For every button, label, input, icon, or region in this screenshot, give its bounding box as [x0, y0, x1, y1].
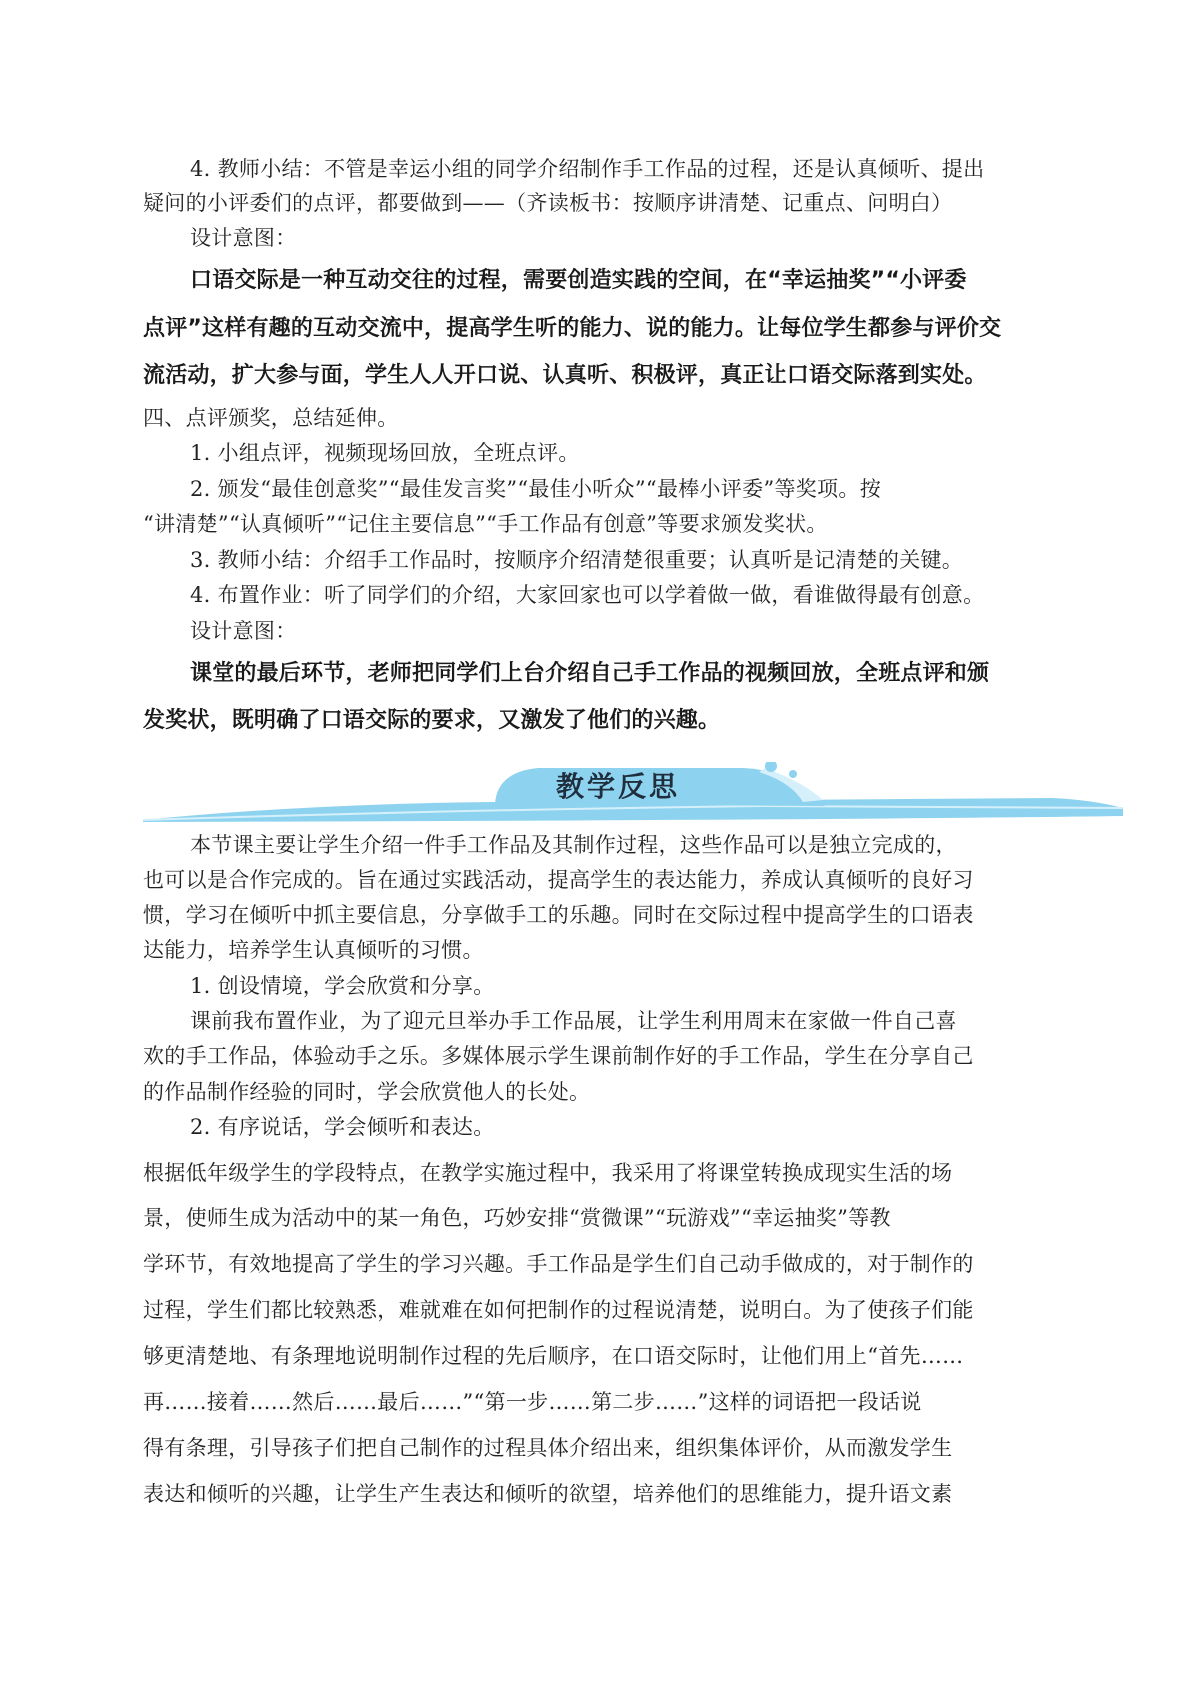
paragraph-line: 也可以是合作完成的。旨在通过实践活动，提高学生的表达能力，养成认真倾听的良好习 — [143, 868, 974, 892]
list-item: 2. 颁发“最佳创意奖”“最佳发言奖”“最佳小听众”“最棒小评委”等奖项。按 — [190, 477, 881, 501]
design-intent-text: 口语交际是一种互动交往的过程，需要创造实践的空间，在“幸运抽奖”“小评委 — [190, 268, 967, 293]
paragraph-line: 本节课主要让学生介绍一件手工作品及其制作过程，这些作品可以是独立完成的， — [190, 833, 957, 857]
paragraph-line: 惯，学习在倾听中抓主要信息，分享做手工的乐趣。同时在交际过程中提高学生的口语表 — [143, 903, 974, 927]
paragraph-line: 学环节，有效地提高了学生的学习兴趣。手工作品是学生们自己动手做成的，对于制作的 — [143, 1252, 974, 1276]
design-intent-text: 流活动，扩大参与面，学生人人开口说、认真听、积极评，真正让口语交际落到实处。 — [143, 363, 987, 388]
design-intent-text: 点评”这样有趣的互动交流中，提高学生听的能力、说的能力。让每位学生都参与评价交 — [143, 316, 1002, 341]
design-intent-label: 设计意图： — [190, 619, 297, 643]
paragraph-line: 过程，学生们都比较熟悉，难就难在如何把制作的过程说清楚，说明白。为了使孩子们能 — [143, 1298, 974, 1322]
paragraph-line: 欢的手工作品，体验动手之乐。多媒体展示学生课前制作好的手工作品，学生在分享自己 — [143, 1044, 974, 1068]
paragraph-line: 表达和倾听的兴趣，让学生产生表达和倾听的欲望，培养他们的思维能力，提升语文素 — [143, 1482, 953, 1506]
banner-title: 教学反思 — [555, 770, 680, 803]
paragraph-line: 达能力，培养学生认真倾听的习惯。 — [143, 938, 484, 962]
paragraph-line: 景，使师生成为活动中的某一角色，巧妙安排“赏微课”“玩游戏”“幸运抽奖”等教 — [143, 1206, 891, 1230]
banner-droplet — [789, 770, 797, 778]
design-intent-label: 设计意图： — [190, 226, 297, 250]
subsection-heading: 2. 有序说话，学会倾听和表达。 — [190, 1115, 495, 1139]
subsection-heading: 1. 创设情境，学会欣赏和分享。 — [190, 974, 495, 998]
paragraph-line: 课前我布置作业，为了迎元旦举办手工作品展，让学生利用周末在家做一件自己喜 — [190, 1009, 957, 1033]
paragraph-line: 再……接着……然后……最后……”“第一步……第二步……”这样的词语把一段话说 — [143, 1390, 922, 1414]
paragraph-line: 得有条理，引导孩子们把自己制作的过程具体介绍出来，组织集体评价，从而激发学生 — [143, 1436, 953, 1460]
section-heading: 四、点评颁奖，总结延伸。 — [143, 406, 399, 430]
paragraph-line: 疑问的小评委们的点评，都要做到——（齐读板书：按顺序讲清楚、记重点、问明白） — [143, 191, 953, 215]
paragraph-line: 的作品制作经验的同时，学会欣赏他人的长处。 — [143, 1080, 591, 1104]
banner-droplet — [771, 783, 779, 791]
design-intent-text: 课堂的最后环节，老师把同学们上台介绍自己手工作品的视频回放，全班点评和颁 — [190, 661, 990, 686]
paragraph-line: 4. 教师小结：不管是幸运小组的同学介绍制作手工作品的过程，还是认真倾听、提出 — [190, 157, 985, 181]
list-item-continued: “讲清楚”“认真倾听”“记住主要信息”“手工作品有创意”等要求颁发奖状。 — [143, 512, 828, 536]
paragraph-line: 够更清楚地、有条理地说明制作过程的先后顺序，在口语交际时，让他们用上“首先…… — [143, 1344, 964, 1368]
list-item: 1. 小组点评，视频现场回放，全班点评。 — [190, 441, 580, 465]
paragraph-line: 根据低年级学生的学段特点，在教学实施过程中，我采用了将课堂转换成现实生活的场 — [143, 1161, 953, 1185]
list-item: 4. 布置作业：听了同学们的介绍，大家回家也可以学着做一做，看谁做得最有创意。 — [190, 583, 985, 607]
design-intent-text: 发奖状，既明确了口语交际的要求，又激发了他们的兴趣。 — [143, 708, 721, 733]
list-item: 3. 教师小结：介绍手工作品时，按顺序介绍清楚很重要；认真听是记清楚的关键。 — [190, 548, 964, 572]
